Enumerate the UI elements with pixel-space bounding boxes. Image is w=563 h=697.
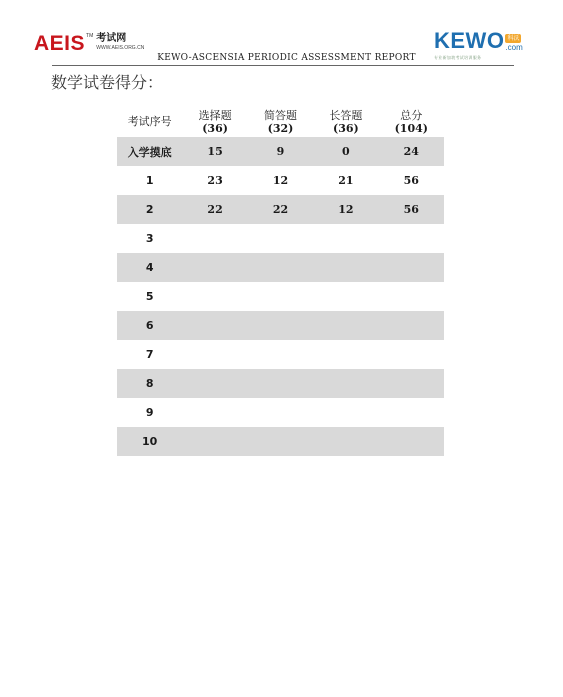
long-answer-score-cell: 0 xyxy=(313,137,378,166)
short-answer-score-cell xyxy=(248,282,313,311)
kewo-brand: KEWO xyxy=(434,28,505,53)
mcq-score-cell xyxy=(182,369,247,398)
aeis-url: WWW.AEIS.ORG.CN xyxy=(96,45,145,51)
short-answer-score-cell xyxy=(248,427,313,456)
kewo-slogan: 专业新加坡考试培训服务 xyxy=(434,55,482,60)
long-answer-score-cell xyxy=(313,340,378,369)
mcq-score-cell: 22 xyxy=(182,195,247,224)
total-score-cell xyxy=(379,311,444,340)
exam-no-cell: 1 xyxy=(145,174,154,187)
long-answer-score-cell xyxy=(313,224,378,253)
score-table xyxy=(117,106,444,456)
short-answer-score-cell: 12 xyxy=(272,174,289,187)
total-score-cell xyxy=(379,427,444,456)
exam-no-cell: 9 xyxy=(145,406,154,419)
table-row xyxy=(117,137,444,166)
table-row xyxy=(117,427,444,456)
total-score-cell xyxy=(379,398,444,427)
table-row xyxy=(117,195,444,224)
table-row xyxy=(117,369,444,398)
exam-no-cell: 4 xyxy=(117,253,182,282)
exam-no-cell: 6 xyxy=(117,311,182,340)
long-answer-score-cell xyxy=(313,369,378,398)
exam-no-cell: 10 xyxy=(117,427,182,456)
short-answer-score-cell xyxy=(248,369,313,398)
table-row xyxy=(117,340,444,369)
column-header-mcq: 选择题 (36) xyxy=(198,108,232,135)
exam-no-cell: 8 xyxy=(117,369,182,398)
total-score-cell xyxy=(379,340,444,369)
aeis-trademark: TM xyxy=(86,33,94,39)
column-header-exam-no: 考试序号 xyxy=(127,115,172,128)
total-score-cell xyxy=(379,253,444,282)
table-row xyxy=(117,311,444,340)
long-answer-score-cell: 21 xyxy=(338,174,354,187)
exam-no-cell: 5 xyxy=(145,290,154,303)
section-title: 数学试卷得分： xyxy=(51,73,164,92)
short-answer-score-cell xyxy=(248,311,313,340)
short-answer-score-cell: 22 xyxy=(248,195,313,224)
short-answer-score-cell: 9 xyxy=(248,137,313,166)
mcq-score-cell xyxy=(182,398,247,427)
long-answer-score-cell xyxy=(313,427,378,456)
aeis-brand: AEIS xyxy=(34,32,86,55)
short-answer-score-cell xyxy=(248,340,313,369)
column-header-short-answer: 简答题 (32) xyxy=(263,108,297,135)
mcq-score-cell: 15 xyxy=(182,137,247,166)
mcq-score-cell xyxy=(182,224,247,253)
long-answer-score-cell xyxy=(313,253,378,282)
total-score-cell xyxy=(379,282,444,311)
exam-no-cell: 7 xyxy=(145,348,154,361)
table-row xyxy=(117,224,444,253)
aeis-logo xyxy=(34,33,144,54)
exam-no-cell: 3 xyxy=(145,232,154,245)
total-score-cell: 56 xyxy=(403,174,419,187)
exam-no-cell: 入学摸底 xyxy=(117,137,182,166)
long-answer-score-cell xyxy=(313,282,378,311)
table-row xyxy=(117,282,444,311)
long-answer-score-cell xyxy=(313,398,378,427)
table-row xyxy=(117,398,444,427)
column-header-long-answer: 长答题 (36) xyxy=(329,108,363,135)
total-score-cell xyxy=(379,369,444,398)
table-row xyxy=(117,166,444,195)
mcq-score-cell xyxy=(182,340,247,369)
exam-no-cell: 2 xyxy=(117,195,182,224)
header-divider xyxy=(52,65,514,66)
short-answer-score-cell xyxy=(248,398,313,427)
kewo-badge: 科沃 xyxy=(507,35,520,42)
long-answer-score-cell: 12 xyxy=(313,195,378,224)
total-score-cell: 56 xyxy=(379,195,444,224)
report-title: KEWO-ASCENSIA PERIODIC ASSESSMENT REPORT xyxy=(157,53,416,63)
table-header-row xyxy=(117,106,444,137)
mcq-score-cell xyxy=(182,253,247,282)
short-answer-score-cell xyxy=(248,224,313,253)
kewo-domain: .com xyxy=(505,43,523,52)
mcq-score-cell: 23 xyxy=(207,174,223,187)
column-header-total: 总分 (104) xyxy=(394,108,428,135)
total-score-cell: 24 xyxy=(379,137,444,166)
aeis-cn-name: 考试网 xyxy=(96,33,127,44)
table-row xyxy=(117,253,444,282)
mcq-score-cell xyxy=(182,427,247,456)
short-answer-score-cell xyxy=(248,253,313,282)
total-score-cell xyxy=(379,224,444,253)
long-answer-score-cell xyxy=(313,311,378,340)
mcq-score-cell xyxy=(182,282,247,311)
mcq-score-cell xyxy=(182,311,247,340)
